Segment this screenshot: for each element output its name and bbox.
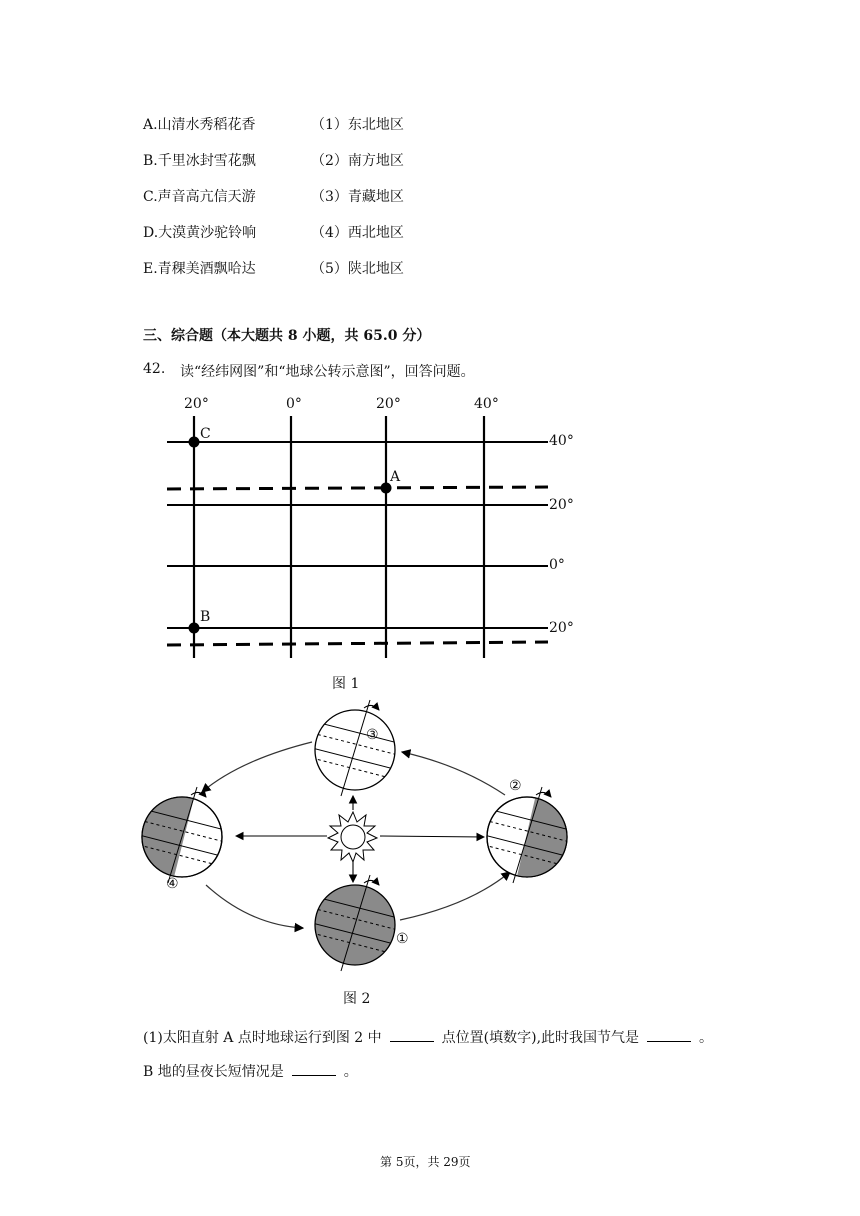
sub-question-end-2: 。 [343,1064,358,1080]
longitude-label-2: 0° [286,396,302,412]
latitude-label-1: 40° [549,433,574,449]
earth-position-4 [139,787,225,885]
matching-item-c: C.声音高亢信天游 [143,189,256,205]
figure1-caption: 图 1 [332,676,360,692]
longitude-label-3: 20° [376,396,401,412]
longitude-label-1: 20° [184,396,209,412]
orbit-arrow [202,742,312,792]
latitude-label-3: 0° [549,557,565,573]
earth-position-3 [312,700,398,796]
page-footer: 第 5页，共 29页 [380,1155,471,1169]
sun-icon [328,812,377,862]
sub-question-part-2: 点位置(填数字),此时我国节气是 [441,1030,640,1046]
orbit-arrow [400,872,510,920]
position-label-2: ② [509,778,522,794]
position-label-3: ③ [366,727,379,743]
answer-blank-day-length[interactable] [292,1061,336,1076]
point-a-label: A [390,469,401,485]
question-number: 42. [143,361,166,377]
section-heading: 三、综合题（本大题共 8 小题，共 65.0 分） [143,328,431,344]
answer-blank-position[interactable] [390,1027,434,1042]
matching-region-1: （1）东北地区 [311,117,404,133]
latitude-label-4: 20° [549,620,574,636]
earth-position-1 [312,875,398,971]
question-text: 读“经纬网图”和“地球公转示意图”，回答问题。 [180,364,475,380]
matching-item-a: A.山清水秀稻花香 [143,117,256,133]
orbit-arrow [206,885,303,928]
position-label-1: ① [396,931,409,947]
sub-question-line-2 [143,1061,358,1081]
sub-question-end-1: 。 [699,1030,714,1046]
sub-question-part-1: (1)太阳直射 A 点时地球运行到图 2 中 [143,1030,382,1046]
figure2-caption: 图 2 [343,991,371,1007]
matching-item-e: E.青稞美酒飘哈达 [143,261,256,277]
position-label-4: ④ [166,876,179,892]
matching-region-3: （3）青藏地区 [311,189,404,205]
latitude-label-2: 20° [549,497,574,513]
answer-blank-solar-term[interactable] [647,1027,691,1042]
longitude-label-4: 40° [474,396,499,412]
matching-region-4: （4）西北地区 [311,225,404,241]
matching-region-2: （2）南方地区 [311,153,404,169]
orbit-arrow [402,752,505,795]
sub-question-line-1 [143,1027,713,1047]
sun-ray-arrow [380,836,484,837]
matching-region-5: （5）陕北地区 [311,261,404,277]
earth-position-2 [484,787,570,885]
point-c-label: C [200,426,211,442]
matching-item-d: D.大漠黄沙驼铃响 [143,225,257,241]
point-b-label: B [200,609,211,625]
matching-item-b: B.千里冰封雪花飘 [143,153,256,169]
sub-question-part-3: B 地的昼夜长短情况是 [143,1064,284,1080]
